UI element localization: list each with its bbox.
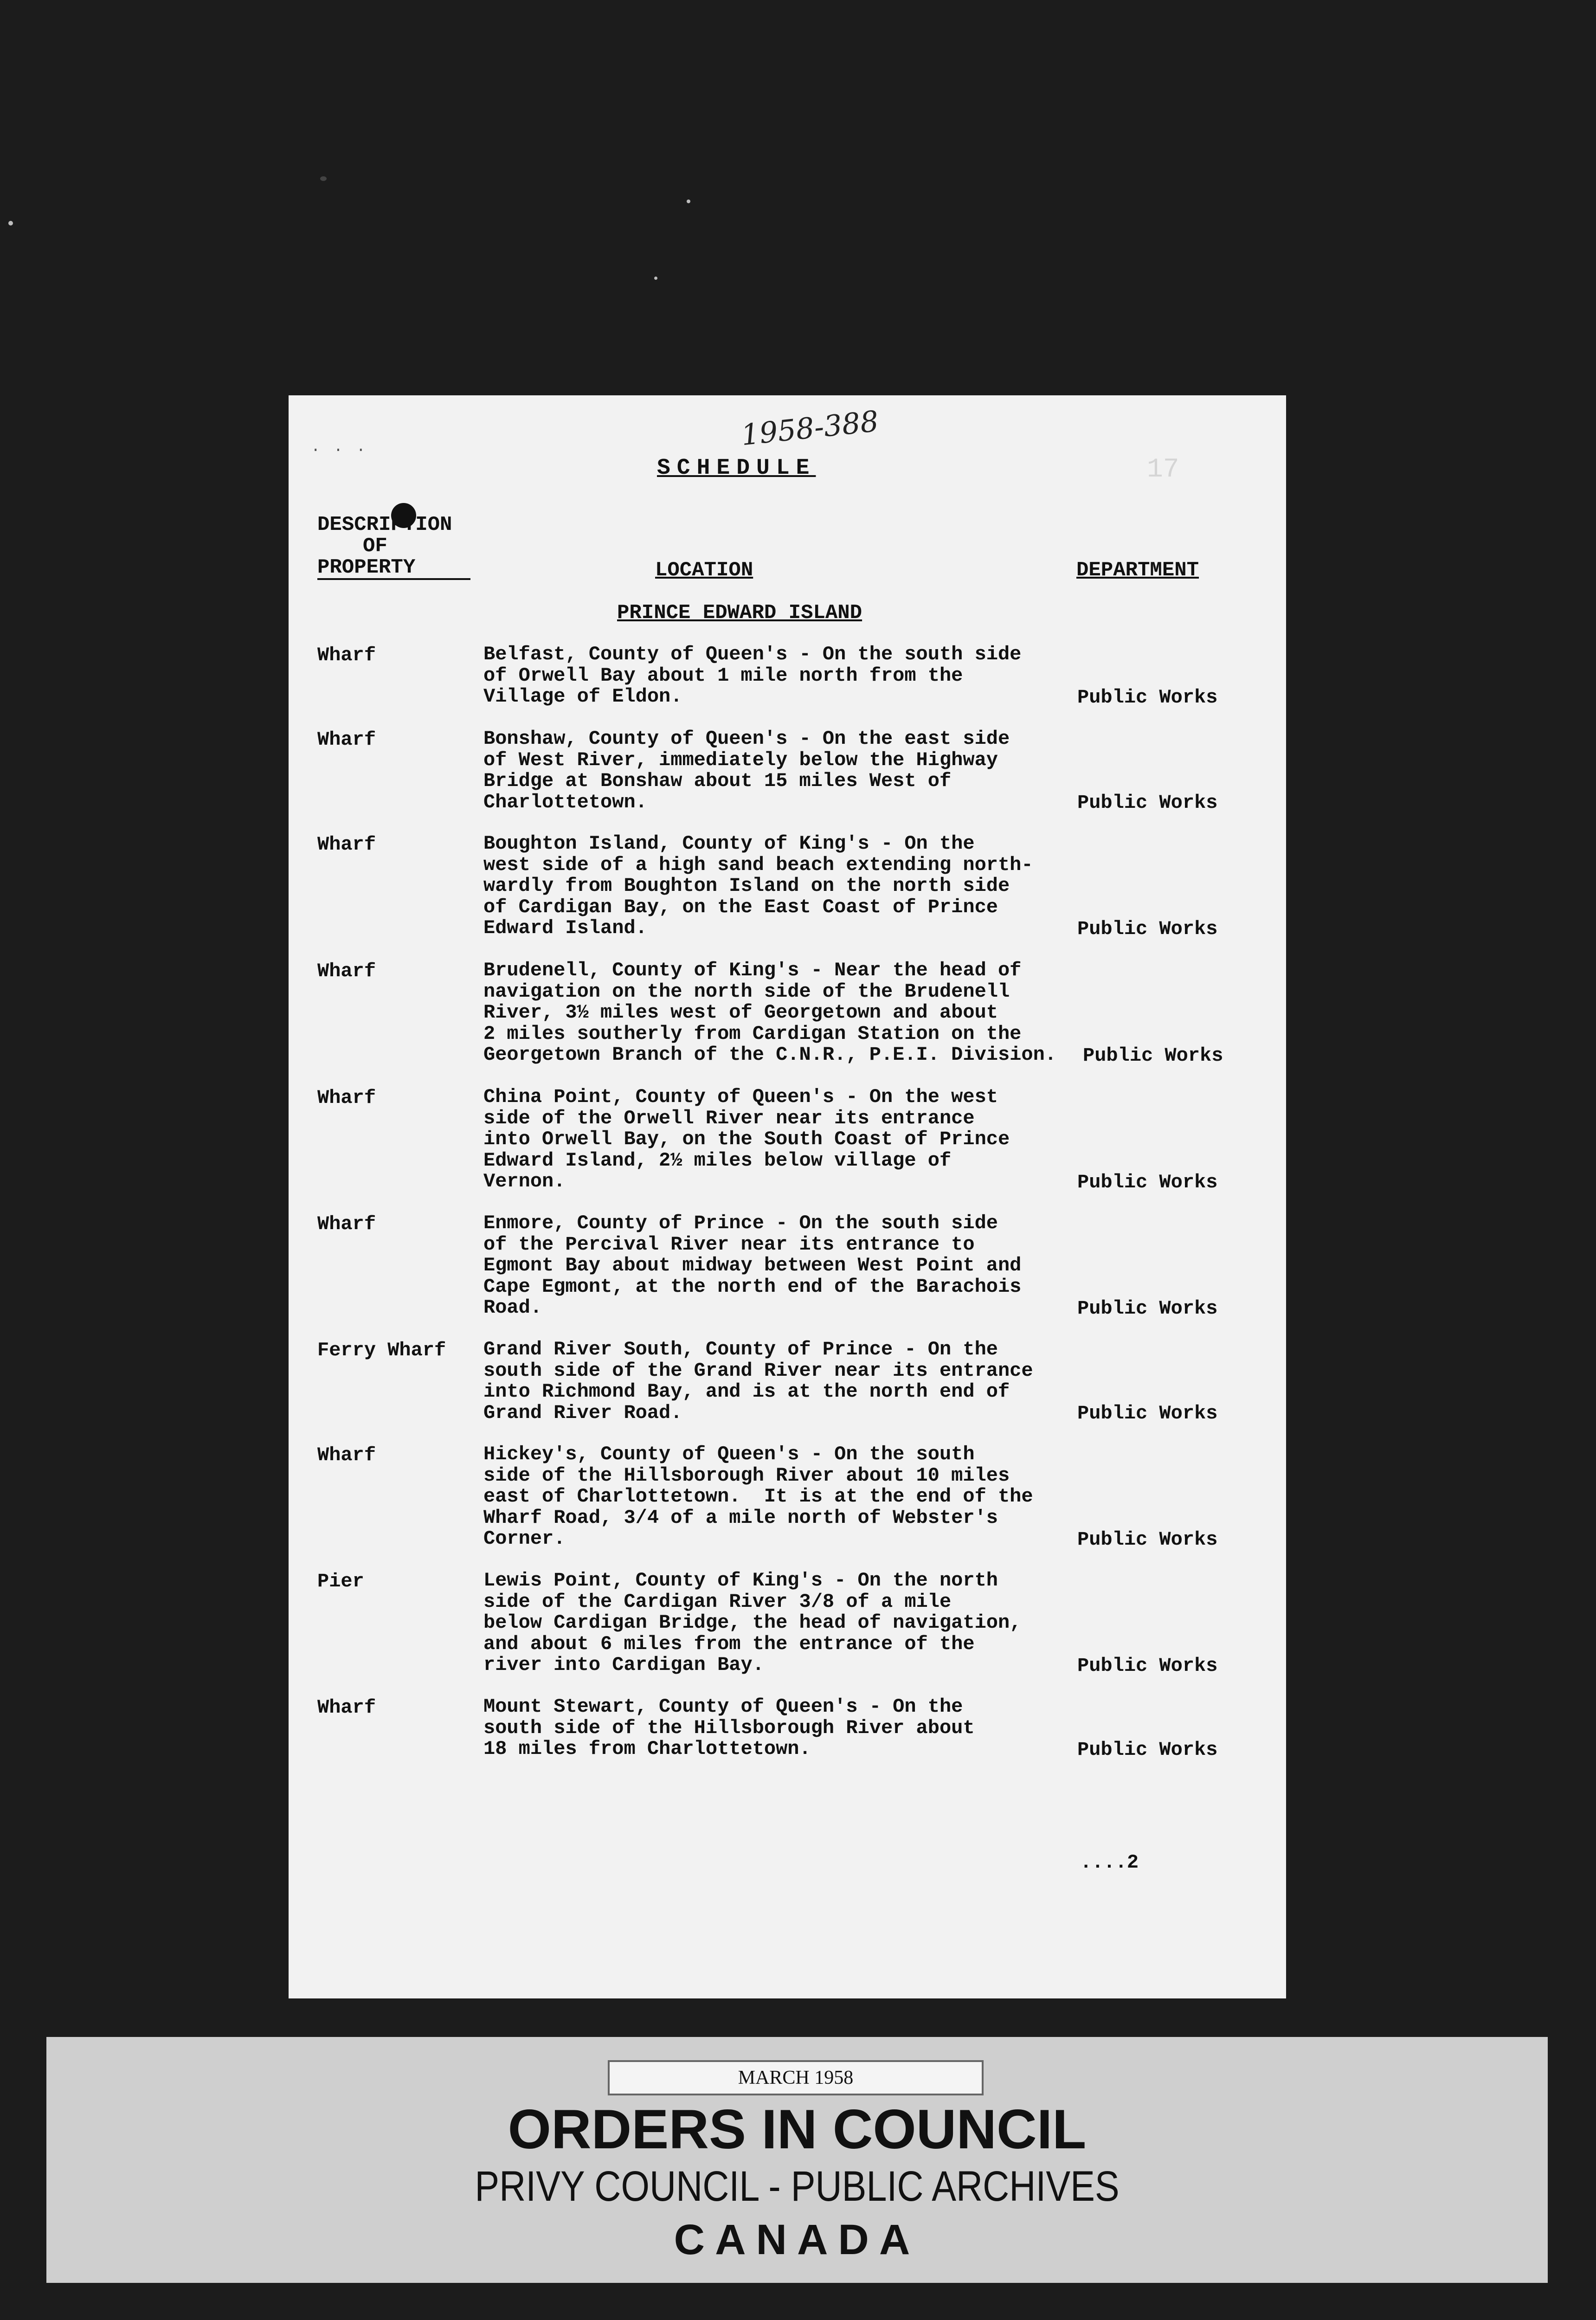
entry-location: Boughton Island, County of King's - On the west side of a high sand beach extending north- wardly from Boughton Island on the north side of Cardigan Bay, on the East Coast of Prince Edward Island. bbox=[483, 832, 1033, 939]
date-label: MARCH 1958 bbox=[608, 2060, 984, 2095]
entry-department: Public Works bbox=[1083, 1044, 1223, 1067]
entry-property-type: Wharf bbox=[317, 960, 376, 982]
footer-title: ORDERS IN COUNCIL bbox=[508, 2098, 1087, 2160]
header-description-line2: OF bbox=[363, 535, 387, 558]
continuation-marker: ....2 bbox=[1080, 1851, 1139, 1874]
document-page bbox=[289, 395, 1286, 1998]
entry-property-type: Ferry Wharf bbox=[317, 1339, 446, 1361]
entry-property-type: Wharf bbox=[317, 728, 376, 751]
film-speck bbox=[320, 176, 327, 181]
header-description bbox=[317, 514, 470, 580]
header-location: LOCATION bbox=[655, 559, 753, 582]
header-description-line1: DESCRIPTION bbox=[317, 513, 452, 536]
corner-marks: · · · bbox=[311, 442, 368, 459]
archive-footer bbox=[46, 2037, 1548, 2283]
header-description-line3: PROPERTY bbox=[317, 557, 470, 580]
entry-location: Hickey's, County of Queen's - On the south side of the Hillsborough River about 10 miles east of Charlottetown. It is at the end of the Wharf Road, 3/4 of a mile north of Webster's Corner. bbox=[483, 1443, 1033, 1550]
film-speck bbox=[687, 200, 690, 203]
page-title: SCHEDULE bbox=[657, 456, 816, 481]
region-heading: PRINCE EDWARD ISLAND bbox=[617, 601, 862, 625]
entry-property-type: Wharf bbox=[317, 1087, 376, 1109]
entry-location: China Point, County of Queen's - On the west side of the Orwell River near its entrance into Orwell Bay, on the South Coast of Prince Edward Island, 2½ miles below village of Vernon. bbox=[483, 1086, 1010, 1192]
entry-location: Enmore, County of Prince - On the south side of the Percival River near its entrance to Egmont Bay about midway between West Point and Cape Egmont, at the north end of the Barachois Road. bbox=[483, 1212, 1022, 1319]
film-speck bbox=[8, 221, 13, 226]
entry-property-type: Wharf bbox=[317, 833, 376, 856]
entry-location: Mount Stewart, County of Queen's - On the south side of the Hillsborough River about 18 miles from Charlottetown. bbox=[483, 1695, 975, 1760]
header-department: DEPARTMENT bbox=[1076, 559, 1199, 582]
entry-department: Public Works bbox=[1077, 1655, 1218, 1677]
entry-department: Public Works bbox=[1077, 1171, 1218, 1193]
entry-property-type: Pier bbox=[317, 1570, 364, 1592]
entry-location: Lewis Point, County of King's - On the north side of the Cardigan River 3/8 of a mile below Cardigan Bridge, the head of navigation, and about 6 miles from the entrance of the river into Cardigan Bay. bbox=[483, 1569, 1022, 1676]
entry-department: Public Works bbox=[1077, 918, 1218, 940]
entry-department: Public Works bbox=[1077, 686, 1218, 709]
entry-department: Public Works bbox=[1077, 1528, 1218, 1551]
footer-subtitle: PRIVY COUNCIL - PUBLIC ARCHIVES bbox=[475, 2163, 1120, 2210]
entry-property-type: Wharf bbox=[317, 644, 376, 666]
entry-location: Grand River South, County of Prince - On the south side of the Grand River near its entrance into Richmond Bay, and is at the north end of Grand River Road. bbox=[483, 1338, 1033, 1424]
entry-location: Bonshaw, County of Queen's - On the east side of West River, immediately below the Highway Bridge at Bonshaw about 15 miles West of Charlottetown. bbox=[483, 728, 1010, 813]
entry-department: Public Works bbox=[1077, 1402, 1218, 1424]
entry-location: Brudenell, County of King's - Near the head of navigation on the north side of the Brudenell River, 3½ miles west of Georgetown and about 2 miles southerly from Cardigan Station on the Georgetown Branch of the C.N.R., P.E.I. Division. bbox=[483, 959, 1057, 1066]
faint-page-number: 17 bbox=[1147, 455, 1179, 485]
film-speck bbox=[654, 277, 657, 280]
entry-department: Public Works bbox=[1077, 1739, 1218, 1761]
entry-property-type: Wharf bbox=[317, 1444, 376, 1466]
entry-location: Belfast, County of Queen's - On the south side of Orwell Bay about 1 mile north from the Village of Eldon. bbox=[483, 643, 1022, 708]
entry-property-type: Wharf bbox=[317, 1213, 376, 1235]
footer-country: CANADA bbox=[674, 2216, 920, 2263]
entry-property-type: Wharf bbox=[317, 1696, 376, 1719]
entry-department: Public Works bbox=[1077, 792, 1218, 814]
entry-department: Public Works bbox=[1077, 1297, 1218, 1320]
handwritten-reference: 1958-388 bbox=[739, 404, 881, 452]
